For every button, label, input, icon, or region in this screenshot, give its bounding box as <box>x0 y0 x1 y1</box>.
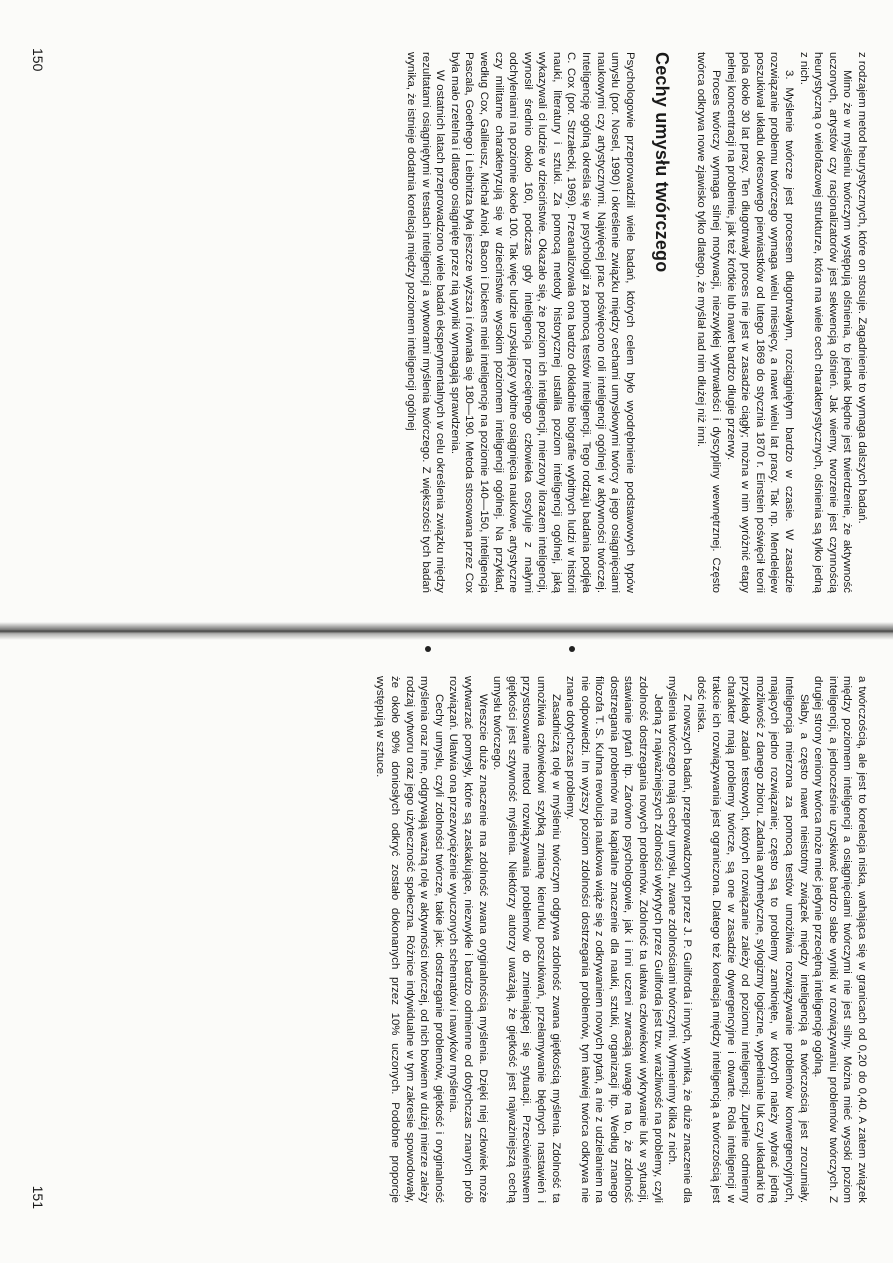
page-150-text-before-heading <box>694 52 869 593</box>
paragraph: Wreszcie duże znaczenie ma zdolność zwana oryginalnością myślenia. Dzięki niej człowiek może wytwarzać pomysły, które są zaskakujące, niezwykłe i bardzo odmienne od dotychczas znanych prób rozwiązań. Ułatwia ona przezwyciężenie wyuczonych schematów i nawyków myślenia. <box>447 676 489 1203</box>
paragraph: W ostatnich latach przeprowadzono wiele badań eksperymentalnych w celu określenia związku między rezultatami osiągniętymi w testach inteligencji a wytworami myślenia twórczego. Z większości tych badań wynika, że istnieje dodatnia korelacja między poziomem inteligencji ogólnej <box>404 52 447 593</box>
paragraph: Mimo że w myśleniu twórczym występują olśnienia, to jednak błędne jest twierdzenie, że aktywność uczonych, artystów czy racjonalizatorów jest sekwencją olśnień. Jak wiemy, tworzenie jest czynnością heurystyczną o wielofazowej strukturze, która ma wiele cech charakterystycznych, olśnienia są tylko jedną z nich. <box>797 52 854 593</box>
paragraph: Cechy umysłu, czyli zdolności twórcze, takie jak: dostrzeganie problemów, giętkość i oryginalność myślenia oraz inne, odgrywają ważną rolę w aktywności twórczej, od nich bowiem w dużej mierze zależy rodzaj wytworu oraz jego użyteczność społeczna. Różnice indywidualne w tym zakresie spowodowały, że około 90% doniosłych odkryć zostało dokonanych przez 10% uczonych. Podobne proporcje występują w sztuce. <box>374 676 445 1203</box>
paragraph: Proces twórczy wymaga silnej motywacji, niezwykłej wytrwałości i dyscypliny wewnętrznej. Często twórca odkrywa nowe zjawisko tylko dlatego, że myślał nad nim dłużej niż inni. <box>695 52 723 593</box>
margin-mark-dot <box>425 646 431 652</box>
page-number-150: 150 <box>30 48 46 72</box>
paragraph: a twórczością, ale jest to korelacja niska, wahająca się w granicach od 0,20 do 0,40. A zatem związek między poziomem inteligencji a osiągnięciami twórczymi nie jest silny. Można mieć wysoki poziom inteligencji, a jednocześnie uzyskiwać bardzo słabe wyniki w rozwiązywaniu problemów twórczych. Z drugiej strony ceniony twórca może mieć jedynie przeciętną inteligencję ogólną. <box>812 676 868 1203</box>
paragraph: z rodzajem metod heurystycznych, które on stosuje. Zagadnienie to wymaga dalszych badań. <box>856 52 868 524</box>
page-150 <box>0 0 893 631</box>
page-number-151: 151 <box>30 1185 46 1209</box>
paragraph: 3. Myślenie twórcze jest procesem długotrwałym, rozciągniętym bardzo w czasie. W zasadzie rozwiązanie problemu twórczego wymaga wielu miesięcy, a nawet wielu lat pracy. Tak np. Mendelejew poszukiwał układu okresowego pierwiastków od lutego 1869 do stycznia 1870 r. Einstein poświęcił teorii pola około 30 lat pracy. Ten długotrwały proces nie jest w zasadzie ciągły; można w nim wyróżnić etapy pełnej koncentracji na problemie, jak też krótkie lub nawet bardzo długie przerwy. <box>724 52 796 593</box>
paragraph: Jedną z najważniejszych zdolności wykrytych przez Guilforda jest tzw. wrażliwość na problemy, czyli zdolność dostrzegania nowych problemów. Zdolność ta ułatwia człowiekowi wykrywanie luk w sytuacji, stawianie pytań itp. Zarówno psychologowie, jak i inni uczeni zwracają uwagę na to, że zdolność dostrzegania problemów ma kapitalne znaczenie dla nauki, sztuki, organizacji itp. Według znanego filozofa T. S. Kuhna rewolucja naukowa wiąże się z odkrywaniem nowych pytań, a nie z udzielaniem na nie odpowiedzi. Im wyższy poziom zdolności dostrzegania problemów, tym łatwiej twórca odkrywa nie znane dotychczas problemy. <box>564 676 664 1203</box>
paragraph: Słaby, a często nawet nieistotny związek między inteligencją a twórczością jest zrozumiały. Inteligencja mierzona za pomocą testów umożliwia rozwiązywanie problemów konwergencyjnych, mających jedno rozwiązanie; często są to problemy zamknięte, w których należy wybrać jedną możliwość z danego zbioru. Zadania arytmetyczne, sylogizmy logiczne, wypełnianie luk czy układanki to przykłady zadań testowych, których rozwiązanie zależy od poziomu inteligencji. Zupełnie odmienny charakter mają problemy twórcze, są one w zasadzie dywergencyjne i otwarte. Rola inteligencji w trakcie ich rozwiązywania jest ograniczona. Dlatego też korelacja między inteligencją a twórczością jest dość niska. <box>695 676 810 1203</box>
page-150-text-after-heading <box>403 52 637 593</box>
paragraph: Psychologowie przeprowadzili wiele badań, których celem było wyodrębnienie podstawowych typów umysłu (por. Nosel, 1990) i określenie związku między cechami umysłowymi twórcy a jego osiągnięciami naukowymi czy artystycznymi. Najwięcej prac poświęcono roli inteligencji ogólnej w aktywności twórczej. Inteligencję ogólną określa się w psychologii za pomocą testów inteligencji. Tego rodzaju badania podjęła C. Cox (por. Strzałecki, 1969). Przeanalizowała ona bardzo dokładnie biografie wybitnych ludzi w historii nauki, literatury i sztuki. Za pomocą metody historycznej ustaliła poziom inteligencji ogólnej, jaką wykazywali ci ludzie w dzieciństwie. Okazało się, że poziom ich inteligencji, mierzony ilorazem inteligencji, wynosił średnio około 160, podczas gdy inteligencja przeciętnego człowieka oscyluje z małymi odchyleniami na poziomie około 100. Tak więc ludzie uzyskujący wybitne osiągnięcia naukowe, artystyczne czy militarne charakteryzują się w dzieciństwie wysokim poziomem inteligencji ogólnej. Na przykład, według Cox, Galileusz, Michał Anioł, Bacon i Dickens mieli inteligencję na poziomie 140—150, inteligencja Pascala, Goethego i Leibnitza była jeszcze wyższa i równała się 180—190. Metoda stosowana przez Cox była mało rzetelna i dlatego osiągnięte przez nią wyniki wymagają sprawdzenia. <box>448 52 636 593</box>
paragraph: Zasadniczą rolę w myśleniu twórczym odgrywa zdolność zwana giętkością myślenia. Zdolność ta umożliwia człowiekowi szybką zmianę kierunku poszukiwań, przełamywanie błędnych nastawień i przystosowanie metod rozwiązywania problemów do zmieniającej się sytuacji. Przeciwieństwem giętkości jest sztywność myślenia. Niektórzy autorzy uważają, że giętkość jest najważniejszą cechą umysłu twórczego. <box>491 676 562 1203</box>
page-151-text <box>373 676 869 1203</box>
margin-mark-dot <box>569 646 575 652</box>
section-heading: Cechy umysłu twórczego <box>651 52 672 273</box>
paragraph: Z nowszych badań, przeprowadzonych przez J. P. Guilforda i innych, wynika, że duże znaczenie dla myślenia twórczego mają cechy umysłu, zwane zdolnościami twórczymi. Wymienimy kilka z nich. <box>666 676 693 1203</box>
page-151 <box>0 632 893 1263</box>
